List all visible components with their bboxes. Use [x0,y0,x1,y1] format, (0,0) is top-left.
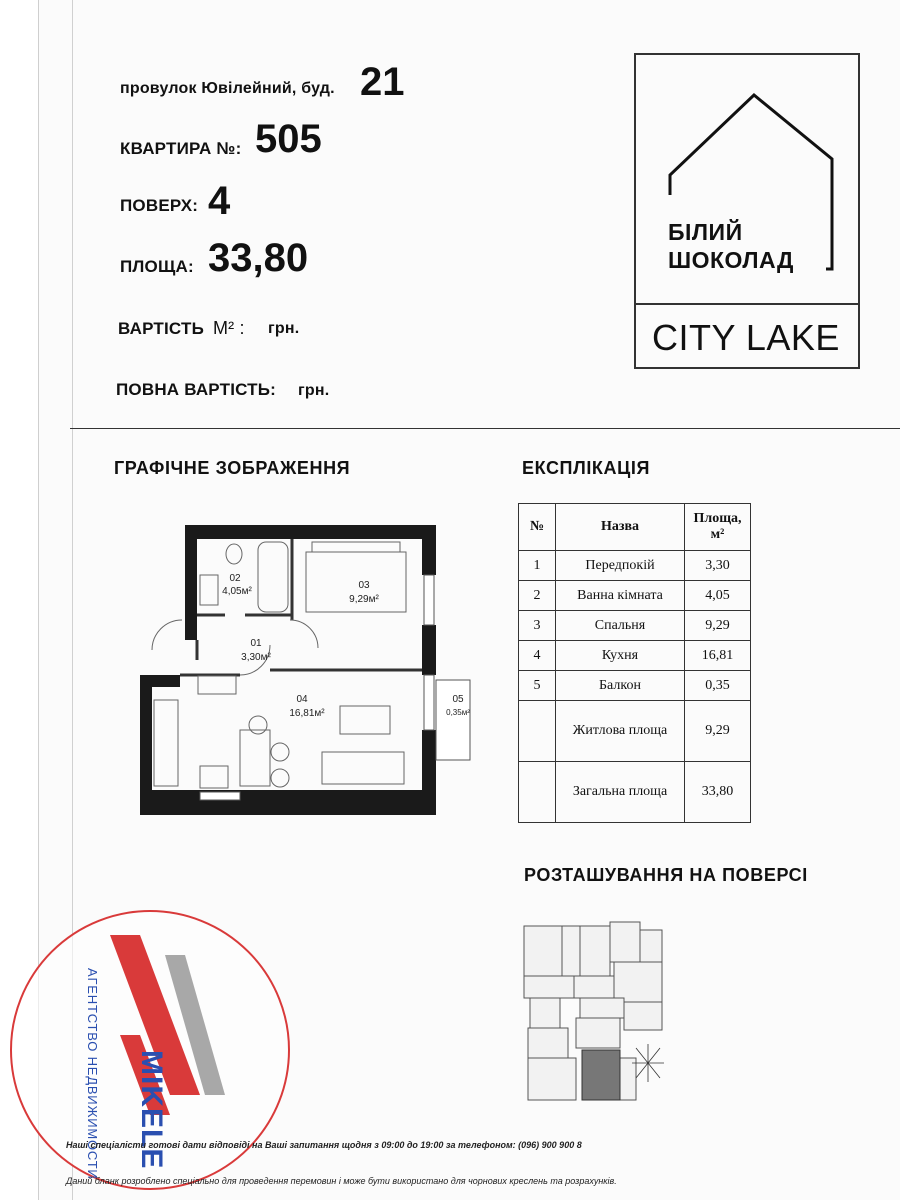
table-row [519,641,751,671]
street-label: провулок Ювілейний, буд. [120,80,335,97]
total-area-row [519,762,751,823]
table-row [519,671,751,701]
room-05-area: 0,35м² [446,708,470,717]
total-area-value: 33,80 [685,762,751,823]
floor-location-map [520,918,670,1108]
row-name: Кухня [556,641,685,671]
logo-line2: ШОКОЛАД [668,247,794,273]
header-area-line1: Площа, [693,511,742,526]
row-num: 1 [519,551,556,581]
row-area: 0,35 [685,671,751,701]
row-num-empty [519,762,556,823]
logo-line1: БІЛИЙ [668,219,743,245]
total-price-currency: грн. [298,382,330,399]
footer-disclaimer-line: Даний бланк розроблено спеціально для проведення перемовин і може бути використано для чорнових креслень та розрахунків. [66,1176,617,1186]
table-header-row [519,504,751,551]
price-per-m2-unit: М² : [212,318,245,338]
compass-icon [632,1044,664,1082]
row-num: 3 [519,611,556,641]
area-value: 33,80 [208,236,309,280]
stamp-agency-text: АГЕНТСТВО НЕДВИЖИМОСТИ [85,968,100,1180]
logo-subtitle: CITY LAKE [652,317,840,358]
row-num: 5 [519,671,556,701]
row-area: 9,29 [685,611,751,641]
room-03-area: 9,29м² [349,594,379,605]
table-row [519,611,751,641]
city-lake-logo [634,53,860,369]
room-01-number: 01 [250,638,262,649]
floor-label: ПОВЕРХ: [120,196,199,215]
total-area-label: Загальна площа [556,762,685,823]
header-area [685,504,751,551]
floor-value: 4 [208,179,231,223]
room-02-number: 02 [229,573,241,584]
row-num-empty [519,701,556,762]
price-per-m2-currency: грн. [268,320,300,337]
living-area-row [519,701,751,762]
plan-title: ГРАФІЧНЕ ЗОБРАЖЕННЯ [114,458,351,478]
explication-title: ЕКСПЛІКАЦІЯ [522,458,650,478]
apartment-label: КВАРТИРА №: [120,139,242,158]
location-title: РОЗТАШУВАННЯ НА ПОВЕРСІ [524,865,808,885]
row-name: Ванна кімната [556,581,685,611]
room-01-area: 3,30м² [241,652,271,663]
row-area: 4,05 [685,581,751,611]
total-price-label: ПОВНА ВАРТІСТЬ: [116,380,277,399]
row-name: Передпокій [556,551,685,581]
price-per-m2-label [118,318,245,339]
area-label: ПЛОЩА: [120,257,194,276]
building-number: 21 [360,60,405,104]
table-row [519,551,751,581]
row-area: 3,30 [685,551,751,581]
plan-interior-walls [180,539,422,675]
living-area-label: Житлова площа [556,701,685,762]
row-name: Балкон [556,671,685,701]
stamp-brand-text: MIKELE [135,1050,168,1170]
header-area-line2: м² [710,527,725,542]
header-num: № [519,504,556,551]
section-divider [70,428,900,429]
apartment-number: 505 [255,117,322,161]
price-per-m2-text: ВАРТІСТЬ [118,319,204,338]
room-05-number: 05 [452,694,464,705]
header-name: Назва [556,504,685,551]
table-row [519,581,751,611]
row-area: 16,81 [685,641,751,671]
explication-table [518,503,751,823]
logo-divider [636,303,858,305]
room-04-area: 16,81м² [289,708,325,719]
footer-contact-line: Наші спеціалісти готові дати відповіді на Ваші запитання щодня з 09:00 до 19:00 за телефоном: (096) 900 900 8 [66,1140,582,1150]
row-num: 4 [519,641,556,671]
room-04-number: 04 [296,694,308,705]
apartment-floor-plan [140,520,480,820]
living-area-value: 9,29 [685,701,751,762]
apartment-highlight [582,1050,620,1100]
row-num: 2 [519,581,556,611]
room-03-number: 03 [358,580,370,591]
room-02-area: 4,05м² [222,586,252,597]
row-name: Спальня [556,611,685,641]
